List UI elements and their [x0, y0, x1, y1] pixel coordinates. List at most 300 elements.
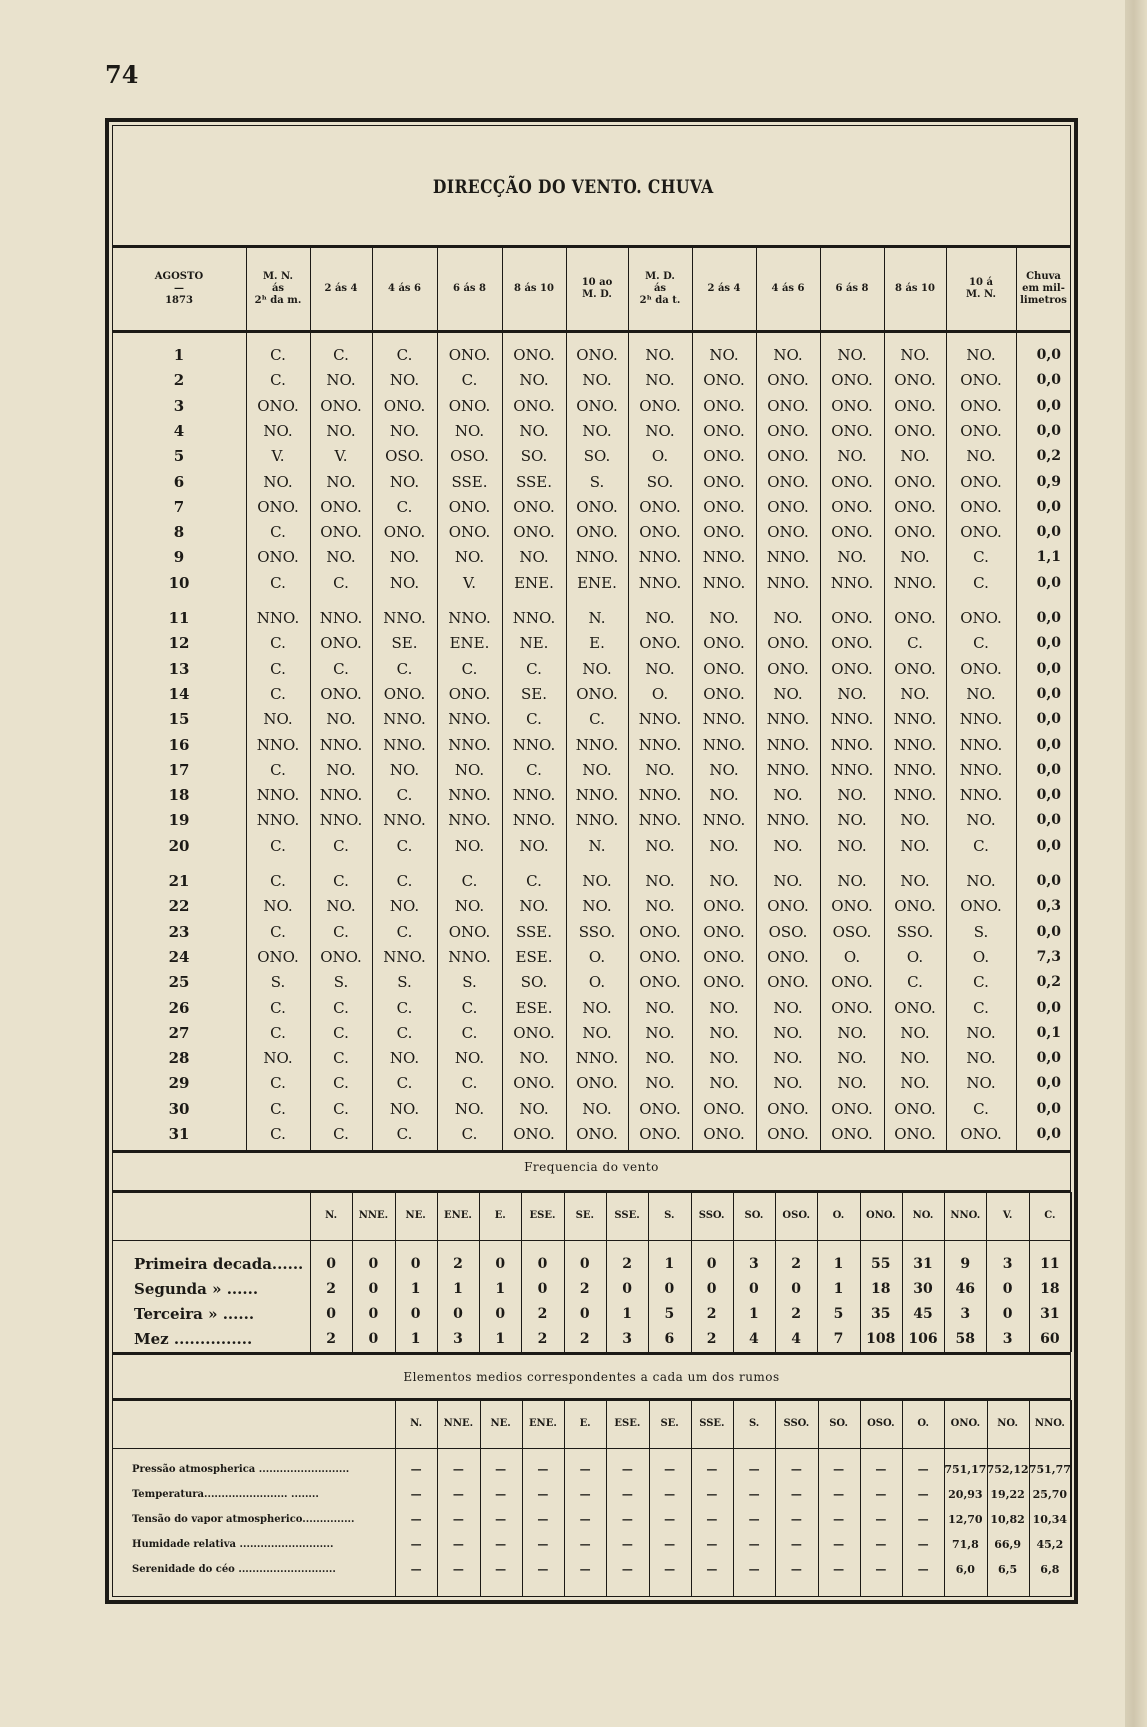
- frequency-value: 2: [791, 1306, 802, 1322]
- wind-direction-cell: ONO.: [894, 523, 936, 542]
- wind-direction-cell: NO.: [773, 836, 803, 855]
- frequency-column-header: N.: [325, 1210, 338, 1221]
- wind-direction-cell: NO.: [326, 897, 356, 916]
- wind-direction-cell: ONO.: [703, 396, 745, 415]
- wind-direction-cell: NO.: [709, 786, 739, 805]
- wind-direction-cell: C.: [907, 634, 923, 653]
- elements-value: 45,2: [1036, 1538, 1064, 1551]
- wind-direction-cell: ONO.: [448, 346, 491, 364]
- wind-direction-cell: NO.: [837, 786, 867, 805]
- day-number: 23: [168, 922, 190, 941]
- frequency-value: 4: [791, 1331, 802, 1347]
- wind-direction-cell: C.: [333, 922, 349, 941]
- wind-direction-cell: NO.: [645, 760, 675, 779]
- elements-column-header: SSO.: [783, 1418, 810, 1429]
- wind-direction-cell: NNO.: [448, 947, 491, 966]
- day-number: 27: [168, 1023, 190, 1042]
- wind-direction-cell: ONO.: [831, 897, 873, 916]
- wind-direction-cell: C.: [973, 998, 989, 1017]
- wind-direction-cell: ONO.: [703, 634, 745, 653]
- wind-direction-cell: NO.: [966, 447, 996, 466]
- column-header-text: 2ʰ da t.: [639, 295, 681, 306]
- rule-line: [112, 1190, 1071, 1193]
- wind-direction-cell: NO.: [645, 346, 675, 364]
- wind-direction-cell: C.: [396, 836, 413, 855]
- elements-column-header: NNE.: [443, 1418, 474, 1429]
- elements-value: —: [748, 1563, 760, 1576]
- wind-direction-cell: NO.: [454, 1049, 485, 1068]
- wind-direction-cell: ONO.: [703, 659, 745, 678]
- wind-direction-cell: NO.: [709, 346, 739, 364]
- wind-direction-cell: NO.: [773, 786, 803, 805]
- rainfall-mm-cell: 0,1: [1036, 1024, 1061, 1041]
- wind-direction-cell: C.: [396, 1023, 413, 1042]
- column-header-text: M. D.: [582, 289, 612, 300]
- elements-value: —: [664, 1463, 676, 1476]
- wind-direction-cell: ONO.: [831, 472, 873, 491]
- wind-direction-cell: ONO.: [703, 973, 745, 992]
- wind-direction-cell: O.: [906, 947, 924, 966]
- frequency-value: 55: [871, 1256, 891, 1272]
- elements-value: —: [917, 1488, 929, 1501]
- frequency-value: 46: [955, 1281, 976, 1297]
- wind-direction-cell: ONO.: [513, 396, 555, 415]
- wind-direction-cell: C.: [973, 548, 989, 567]
- wind-direction-cell: ONO.: [576, 684, 618, 703]
- wind-direction-cell: NNO.: [383, 735, 426, 754]
- elements-value: —: [875, 1563, 887, 1576]
- frequency-value: 30: [913, 1281, 933, 1297]
- wind-direction-cell: S.: [462, 973, 477, 992]
- wind-direction-cell: ONO.: [513, 1023, 555, 1042]
- wind-direction-cell: C.: [973, 634, 989, 653]
- wind-direction-cell: C.: [461, 1023, 478, 1042]
- frequency-value: 0: [326, 1306, 336, 1322]
- wind-direction-cell: NNO.: [638, 811, 682, 830]
- wind-direction-cell: NO.: [326, 472, 356, 491]
- frequency-caption: Frequencia do vento: [524, 1160, 659, 1174]
- elements-value: —: [495, 1513, 507, 1526]
- wind-direction-cell: ONO.: [767, 523, 809, 542]
- day-number: 15: [168, 710, 190, 729]
- wind-direction-cell: ONO.: [576, 523, 618, 542]
- wind-direction-cell: ONO.: [320, 947, 362, 966]
- elements-value: —: [664, 1563, 676, 1576]
- frequency-value: 0: [410, 1306, 421, 1322]
- wind-direction-cell: ONO.: [831, 998, 873, 1017]
- elements-value: —: [664, 1513, 676, 1526]
- wind-direction-cell: ESE.: [515, 947, 553, 966]
- column-header-text: 2 ás 4: [707, 283, 741, 294]
- wind-direction-cell: ONO.: [831, 396, 873, 415]
- wind-direction-cell: NO.: [645, 609, 675, 627]
- wind-direction-cell: ONO.: [703, 684, 745, 703]
- wind-direction-cell: NO.: [900, 1023, 930, 1042]
- wind-direction-cell: ONO.: [257, 548, 299, 567]
- day-number: 6: [173, 472, 185, 491]
- wind-direction-cell: ONO.: [257, 497, 299, 516]
- frequency-column-header: OSO.: [782, 1210, 810, 1221]
- elements-value: —: [537, 1513, 549, 1526]
- wind-direction-cell: ONO.: [767, 1099, 809, 1118]
- column-header-text: M. N.: [965, 289, 996, 300]
- wind-direction-cell: ONO.: [513, 1125, 555, 1143]
- wind-direction-cell: NO.: [900, 684, 930, 703]
- frequency-column-header: ENE.: [444, 1210, 472, 1221]
- rainfall-mm-cell: 0,0: [1036, 347, 1061, 363]
- wind-direction-cell: NNO.: [766, 548, 810, 567]
- elements-value: 71,8: [951, 1538, 979, 1551]
- wind-direction-cell: C.: [973, 1099, 989, 1118]
- elements-value: —: [875, 1513, 887, 1526]
- frequency-column-header: SSO.: [698, 1210, 725, 1221]
- frequency-row-label: Segunda » ......: [134, 1280, 259, 1298]
- wind-direction-cell: SSO.: [578, 922, 616, 941]
- rainfall-mm-cell: 0,0: [1036, 372, 1061, 389]
- wind-direction-cell: NO.: [582, 371, 612, 390]
- wind-direction-cell: C.: [461, 371, 478, 390]
- wind-direction-cell: C.: [270, 1125, 286, 1143]
- wind-direction-cell: ONO.: [703, 1125, 745, 1143]
- wind-direction-cell: ONO.: [767, 497, 809, 516]
- elements-value: —: [917, 1563, 929, 1576]
- wind-direction-cell: NO.: [709, 760, 739, 779]
- wind-direction-cell: ONO.: [894, 897, 936, 916]
- wind-direction-cell: NO.: [900, 872, 930, 890]
- wind-direction-cell: NO.: [389, 548, 420, 567]
- wind-direction-cell: ONO.: [767, 421, 809, 440]
- wind-direction-cell: ONO.: [320, 634, 362, 653]
- frequency-value: 1: [833, 1281, 844, 1297]
- wind-direction-cell: C.: [526, 760, 542, 779]
- elements-column-header: E.: [579, 1418, 591, 1429]
- frequency-value: 0: [791, 1281, 802, 1297]
- frequency-column-header: NNO.: [950, 1210, 981, 1221]
- elements-column-header: NO.: [997, 1418, 1018, 1429]
- frequency-value: 0: [537, 1256, 548, 1272]
- wind-direction-cell: NO.: [582, 760, 612, 779]
- wind-direction-cell: ONO.: [703, 897, 745, 916]
- wind-direction-cell: NO.: [645, 897, 675, 916]
- wind-direction-cell: ONO.: [894, 421, 936, 440]
- wind-direction-cell: ONO.: [513, 346, 555, 364]
- wind-direction-cell: C.: [333, 872, 349, 890]
- frequency-value: 3: [1002, 1331, 1013, 1347]
- rainfall-mm-cell: 0,0: [1036, 923, 1061, 940]
- frequency-value: 2: [622, 1256, 632, 1272]
- wind-direction-cell: NNO.: [383, 811, 426, 830]
- elements-row-label: Temperatura........................ ........: [132, 1489, 319, 1500]
- wind-direction-cell: NO.: [454, 548, 485, 567]
- frequency-value: 3: [622, 1331, 632, 1347]
- wind-direction-cell: NNO.: [256, 811, 300, 830]
- wind-direction-cell: ONO.: [639, 922, 681, 941]
- rainfall-mm-cell: 0,0: [1036, 812, 1061, 829]
- wind-direction-cell: NO.: [326, 371, 356, 390]
- frequency-column-header: NO.: [912, 1210, 934, 1221]
- elements-value: —: [537, 1463, 549, 1476]
- wind-direction-cell: NNO.: [893, 735, 937, 754]
- wind-direction-cell: C.: [333, 573, 349, 592]
- day-number: 20: [168, 836, 190, 855]
- wind-direction-cell: NNO.: [893, 573, 937, 592]
- wind-direction-cell: ONO.: [960, 472, 1002, 491]
- elements-value: —: [495, 1538, 507, 1551]
- mean-elements-caption: Elementos medios correspondentes a cada um dos rumos: [403, 1370, 780, 1384]
- elements-value: —: [875, 1538, 887, 1551]
- frequency-value: 0: [453, 1306, 463, 1322]
- wind-direction-cell: C.: [973, 836, 989, 855]
- wind-direction-cell: NO.: [263, 897, 293, 916]
- elements-value: —: [748, 1513, 760, 1526]
- wind-direction-cell: ENE.: [514, 573, 554, 592]
- wind-direction-cell: NO.: [519, 1049, 549, 1068]
- wind-direction-cell: NNO.: [575, 1049, 619, 1068]
- wind-direction-cell: ONO.: [576, 1125, 618, 1143]
- wind-direction-cell: ONO.: [448, 684, 491, 703]
- wind-direction-cell: ONO.: [639, 396, 681, 415]
- wind-direction-cell: C.: [270, 573, 286, 592]
- elements-value: 6,8: [1040, 1563, 1060, 1576]
- wind-direction-cell: O.: [651, 684, 669, 703]
- rainfall-mm-cell: 1,1: [1036, 549, 1061, 566]
- column-header-text: M. D.: [645, 271, 675, 282]
- frequency-value: 2: [706, 1331, 717, 1347]
- rainfall-mm-cell: 0,9: [1036, 473, 1061, 490]
- wind-direction-cell: ONO.: [767, 1125, 809, 1143]
- elements-value: —: [579, 1513, 591, 1526]
- wind-direction-cell: ONO.: [831, 523, 873, 542]
- wind-direction-cell: C.: [270, 1023, 286, 1042]
- wind-direction-cell: NNO.: [512, 811, 556, 830]
- frequency-value: 7: [833, 1331, 844, 1347]
- wind-direction-cell: SSE.: [515, 922, 552, 941]
- rainfall-mm-cell: 0,0: [1036, 787, 1061, 804]
- frequency-value: 18: [871, 1281, 891, 1297]
- wind-direction-cell: ONO.: [703, 1099, 745, 1118]
- elements-value: —: [621, 1563, 633, 1576]
- wind-direction-cell: NNO.: [830, 710, 874, 729]
- elements-value: —: [706, 1513, 718, 1526]
- wind-direction-cell: ONO.: [960, 396, 1002, 415]
- wind-direction-cell: ONO.: [894, 1125, 936, 1143]
- elements-value: 10,34: [1032, 1513, 1068, 1526]
- elements-value: —: [664, 1538, 676, 1551]
- wind-direction-cell: ONO.: [703, 447, 745, 466]
- wind-direction-cell: ONO.: [894, 396, 936, 415]
- wind-direction-cell: NNO.: [702, 811, 746, 830]
- wind-direction-cell: ONO.: [894, 472, 936, 491]
- wind-direction-cell: C.: [461, 1125, 478, 1143]
- wind-direction-cell: ONO.: [767, 659, 809, 678]
- frequency-value: 1: [622, 1306, 632, 1322]
- rainfall-mm-cell: 0,0: [1036, 422, 1061, 439]
- wind-direction-cell: ONO.: [767, 371, 809, 390]
- wind-direction-cell: C.: [973, 573, 989, 592]
- elements-value: —: [790, 1563, 802, 1576]
- column-header-text: 4 ás 6: [388, 283, 421, 294]
- wind-direction-cell: NO.: [900, 548, 930, 567]
- wind-direction-cell: C.: [461, 998, 478, 1017]
- frequency-value: 1: [749, 1306, 759, 1322]
- elements-value: —: [833, 1463, 845, 1476]
- wind-direction-cell: NO.: [454, 836, 485, 855]
- wind-direction-cell: ONO.: [576, 396, 618, 415]
- elements-value: 20,93: [948, 1488, 983, 1501]
- wind-direction-cell: NO.: [519, 371, 549, 390]
- elements-value: —: [410, 1513, 422, 1526]
- elements-value: —: [410, 1538, 422, 1551]
- wind-direction-cell: ONO.: [960, 1125, 1002, 1143]
- wind-direction-cell: NO.: [454, 897, 485, 916]
- wind-direction-cell: NO.: [837, 684, 867, 703]
- wind-direction-cell: ONO.: [703, 523, 745, 542]
- elements-value: —: [748, 1538, 760, 1551]
- elements-value: —: [452, 1488, 464, 1501]
- elements-value: —: [621, 1488, 633, 1501]
- frequency-column-header: E.: [494, 1210, 506, 1221]
- wind-direction-cell: ENE.: [449, 634, 490, 653]
- column-divider: [1071, 1400, 1072, 1597]
- wind-direction-cell: NO.: [837, 811, 867, 830]
- column-header-text: 10 á: [969, 277, 993, 288]
- wind-direction-cell: ONO.: [767, 472, 809, 491]
- wind-direction-cell: NO.: [709, 1023, 739, 1042]
- wind-direction-cell: NO.: [582, 421, 612, 440]
- day-number: 12: [168, 634, 190, 653]
- wind-direction-cell: ONO.: [257, 396, 299, 415]
- frequency-column-header: SSE.: [614, 1210, 640, 1221]
- day-number: 17: [168, 760, 190, 779]
- wind-direction-cell: C.: [396, 1125, 413, 1143]
- elements-value: —: [790, 1538, 802, 1551]
- rule-line: [112, 245, 1071, 248]
- rainfall-mm-cell: 0,0: [1036, 498, 1061, 515]
- wind-direction-cell: S.: [589, 472, 605, 491]
- column-header-text: 1873: [165, 295, 193, 306]
- frequency-value: 2: [453, 1256, 463, 1272]
- wind-direction-cell: ONO.: [894, 998, 936, 1017]
- column-header-text: 6 ás 8: [835, 283, 869, 294]
- frequency-column-header: O.: [832, 1210, 845, 1221]
- elements-value: —: [790, 1463, 802, 1476]
- wind-direction-cell: ONO.: [894, 371, 936, 390]
- wind-direction-cell: NNO.: [512, 609, 556, 627]
- wind-direction-cell: ONO.: [960, 497, 1002, 516]
- wind-direction-cell: NO.: [900, 1049, 930, 1068]
- wind-direction-cell: C.: [270, 371, 286, 390]
- day-number: 7: [173, 497, 185, 516]
- day-number: 26: [168, 998, 190, 1017]
- wind-direction-cell: NNO.: [638, 573, 682, 592]
- elements-value: —: [917, 1513, 929, 1526]
- wind-direction-cell: NO.: [837, 1023, 867, 1042]
- wind-direction-cell: NO.: [582, 1099, 612, 1118]
- wind-direction-cell: SSE.: [515, 472, 552, 491]
- wind-direction-cell: C.: [333, 998, 349, 1017]
- wind-direction-cell: ONO.: [831, 609, 873, 627]
- wind-direction-cell: NO.: [709, 998, 739, 1017]
- wind-direction-cell: C.: [270, 634, 286, 653]
- wind-direction-cell: NO.: [454, 760, 485, 779]
- column-header-text: 4 ás 6: [771, 283, 805, 294]
- wind-direction-cell: C.: [396, 922, 413, 941]
- elements-value: —: [917, 1463, 929, 1476]
- frequency-value: 0: [749, 1281, 759, 1297]
- wind-direction-cell: NO.: [645, 1074, 675, 1093]
- wind-direction-cell: C.: [270, 1099, 286, 1118]
- frequency-value: 58: [955, 1331, 976, 1347]
- wind-direction-cell: ONO.: [383, 684, 426, 703]
- wind-direction-cell: NNO.: [766, 811, 810, 830]
- wind-direction-cell: ONO.: [639, 1125, 681, 1143]
- frequency-value: 2: [326, 1331, 336, 1347]
- wind-direction-cell: ONO.: [703, 922, 745, 941]
- wind-direction-cell: C.: [333, 659, 349, 678]
- wind-direction-cell: O.: [843, 947, 861, 966]
- wind-direction-cell: NO.: [263, 472, 293, 491]
- wind-direction-cell: OSO.: [832, 922, 872, 941]
- frequency-value: 1: [495, 1331, 506, 1347]
- wind-direction-cell: NNO.: [512, 735, 556, 754]
- elements-value: —: [579, 1538, 591, 1551]
- wind-direction-cell: ONO.: [448, 523, 491, 542]
- frequency-value: 0: [368, 1331, 379, 1347]
- wind-direction-cell: NO.: [837, 346, 867, 364]
- wind-direction-cell: SSO.: [896, 922, 934, 941]
- frequency-value: 0: [368, 1281, 379, 1297]
- frequency-column-header: ESE.: [529, 1210, 556, 1221]
- elements-column-header: SE.: [660, 1418, 679, 1429]
- wind-direction-cell: SO.: [646, 472, 674, 491]
- elements-column-header: O.: [917, 1418, 929, 1429]
- wind-direction-cell: NO.: [709, 1049, 739, 1068]
- wind-direction-cell: NE.: [519, 634, 549, 653]
- wind-direction-cell: S.: [397, 973, 412, 992]
- wind-direction-cell: ONO.: [767, 396, 809, 415]
- wind-direction-cell: ONO.: [639, 1099, 681, 1118]
- wind-direction-cell: NO.: [966, 1074, 996, 1093]
- frequency-column-header: SE.: [575, 1210, 594, 1221]
- column-divider: [1071, 1192, 1072, 1352]
- frequency-value: 6: [664, 1331, 675, 1347]
- frequency-value: 0: [410, 1256, 421, 1272]
- wind-direction-cell: C.: [589, 710, 605, 729]
- wind-direction-cell: ONO.: [960, 659, 1002, 678]
- wind-direction-cell: ONO.: [576, 497, 618, 516]
- frequency-value: 35: [871, 1306, 891, 1322]
- frequency-value: 3: [453, 1331, 463, 1347]
- elements-value: —: [495, 1488, 507, 1501]
- elements-value: 6,0: [955, 1563, 975, 1576]
- frequency-value: 5: [833, 1306, 844, 1322]
- rainfall-mm-cell: 0,0: [1036, 1075, 1061, 1092]
- wind-direction-cell: NO.: [582, 1023, 612, 1042]
- column-header-text: 8 ás 10: [514, 283, 554, 294]
- wind-direction-cell: V.: [334, 447, 348, 466]
- wind-direction-cell: NNO.: [575, 735, 619, 754]
- wind-direction-cell: NNO.: [448, 609, 491, 627]
- elements-value: —: [621, 1538, 633, 1551]
- wind-direction-cell: C.: [270, 659, 286, 678]
- wind-direction-cell: C.: [270, 346, 286, 364]
- wind-direction-cell: NO.: [326, 760, 356, 779]
- elements-value: —: [706, 1563, 718, 1576]
- wind-direction-cell: NNO.: [766, 735, 810, 754]
- elements-value: —: [621, 1463, 633, 1476]
- wind-direction-cell: NNO.: [830, 760, 874, 779]
- wind-direction-cell: NO.: [773, 872, 803, 890]
